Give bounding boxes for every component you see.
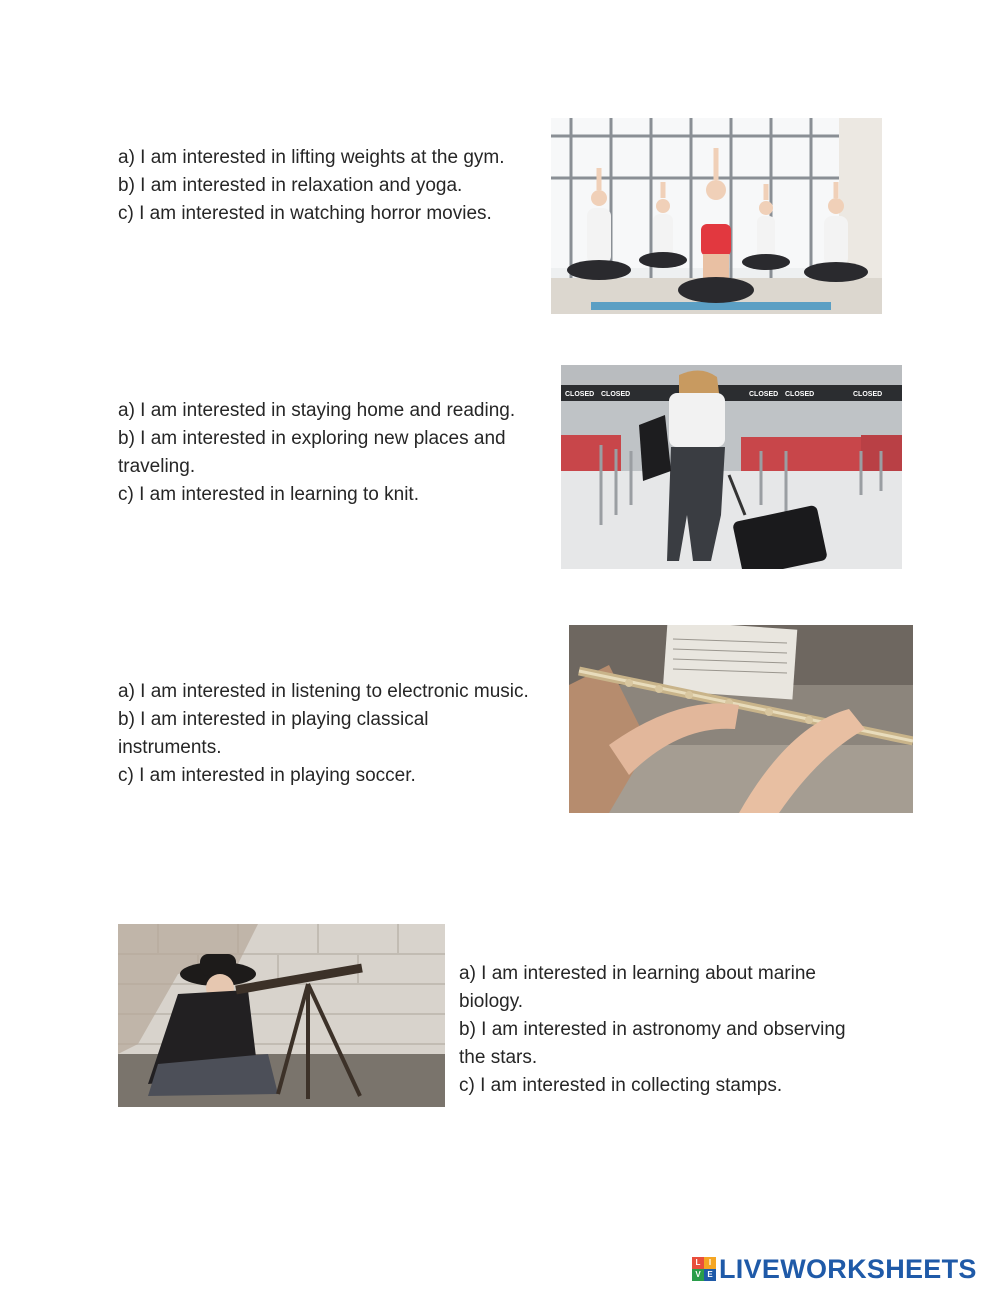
option-a[interactable]: a) I am interested in listening to electronic music. <box>118 681 529 702</box>
closed-sign: CLOSED <box>565 391 595 398</box>
closed-sign: CLOSED <box>785 391 815 398</box>
child-telescope-photo <box>118 924 445 1107</box>
brand-name: LIVEWORKSHEETS <box>719 1253 977 1284</box>
option-b[interactable]: b) I am interested in playing classical <box>118 709 429 730</box>
yoga-class-photo <box>551 118 882 314</box>
closed-sign: CLOSED <box>749 391 779 398</box>
question-4-options <box>459 960 889 1100</box>
question-3-options <box>118 678 564 790</box>
option-a[interactable]: a) I am interested in lifting weights at the gym. <box>118 147 505 168</box>
liveworksheets-mark-icon: L I V E <box>692 1257 716 1281</box>
option-b-continued[interactable]: traveling. <box>118 456 196 477</box>
option-b-continued[interactable]: the stars. <box>459 1047 538 1068</box>
option-b[interactable]: b) I am interested in astronomy and observing <box>459 1019 846 1040</box>
liveworksheets-logo[interactable] <box>692 1254 977 1284</box>
option-b[interactable]: b) I am interested in relaxation and yoga. <box>118 175 463 196</box>
flute-player-photo <box>569 625 913 813</box>
option-b[interactable]: b) I am interested in exploring new places and <box>118 428 506 449</box>
option-c[interactable]: c) I am interested in playing soccer. <box>118 765 416 786</box>
option-c[interactable]: c) I am interested in collecting stamps. <box>459 1075 783 1096</box>
option-a-continued[interactable]: biology. <box>459 991 524 1012</box>
closed-sign: CLOSED <box>853 391 883 398</box>
option-c[interactable]: c) I am interested in watching horror movies. <box>118 203 492 224</box>
question-1-options <box>118 144 538 228</box>
airport-traveler-photo <box>561 365 902 569</box>
option-b-continued[interactable]: instruments. <box>118 737 222 758</box>
question-2-options <box>118 397 548 509</box>
option-a[interactable]: a) I am interested in learning about marine <box>459 963 816 984</box>
option-a[interactable]: a) I am interested in staying home and reading. <box>118 400 516 421</box>
option-c[interactable]: c) I am interested in learning to knit. <box>118 484 419 505</box>
closed-sign: CLOSED <box>601 391 631 398</box>
